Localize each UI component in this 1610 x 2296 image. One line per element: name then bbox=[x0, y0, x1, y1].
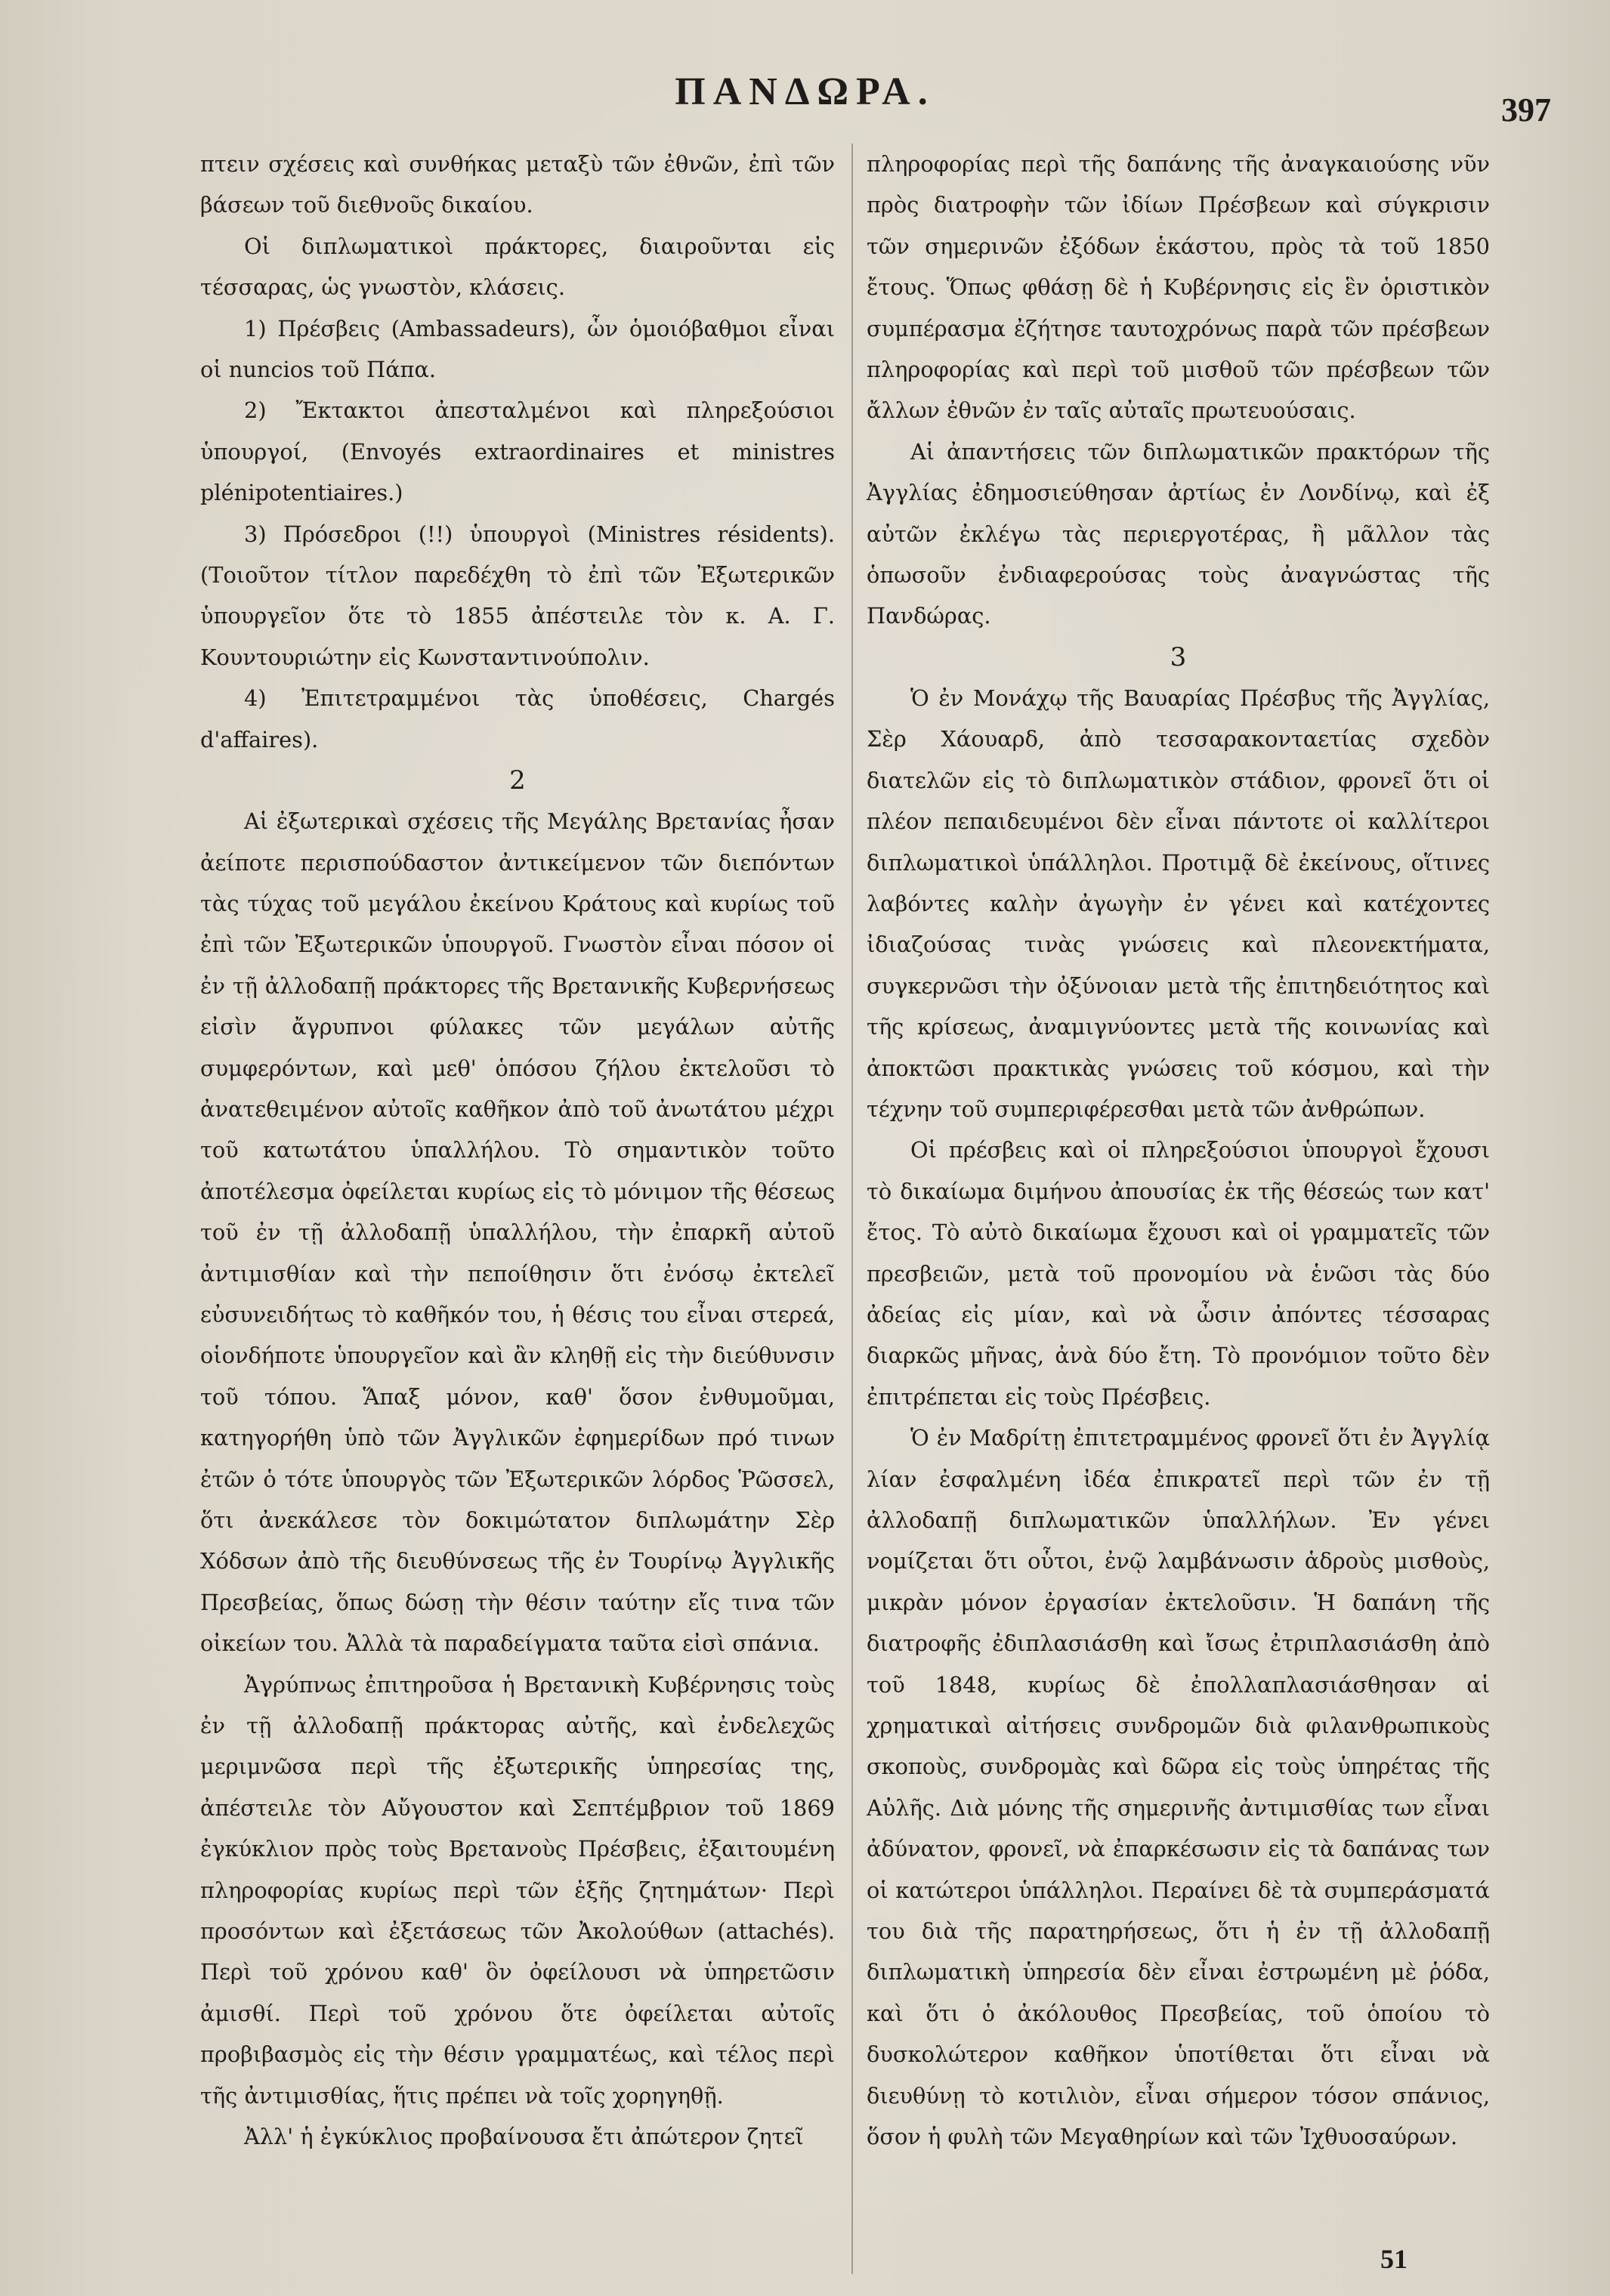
paragraph: Ἀγρύπνως ἐπιτηροῦσα ἡ Βρετανικὴ Κυβέρνησις τοὺς ἐν τῇ ἀλλοδαπῇ πράκτορας αὐτῆς, καὶ ἐνδελεχῶς μεριμνῶσα περὶ τῆς ἐξωτερικῆς ὑπηρεσίας της, ἀπέστειλε τὸν Αὔγουστον καὶ Σεπτέμβριον τοῦ 1869 ἐγκύκλιον πρὸς τοὺς Βρετανοὺς Πρέσβεις, ἐξαιτουμένη πληροφορίας κυρίως περὶ τῶν ἑξῆς ζητημάτων· Περὶ προσόντων καὶ ἐξετάσεως τῶν Ἀκολούθων (attachés). Περὶ τοῦ χρόνου καθ' ὃν ὀφείλουσι νὰ ὑπηρετῶσιν ἀμισθί. Περὶ τοῦ χρόνου ὅτε ὀφείλεται αὐτοῖς προβιβασμὸς εἰς τὴν θέσιν γραμματέως, καὶ τέλος περὶ τῆς ἀντιμισθίας, ἥτις πρέπει νὰ τοῖς χορηγηθῇ. bbox=[200, 1671, 835, 2109]
column-rule bbox=[851, 144, 853, 2274]
paragraph: πτειν σχέσεις καὶ συνθήκας μεταξὺ τῶν ἐθνῶν, ἐπὶ τῶν βάσεων τοῦ διεθνοῦς δικαίου. bbox=[200, 151, 835, 218]
signature-mark: 51 bbox=[1380, 2244, 1408, 2274]
paragraph: Αἱ ἀπαντήσεις τῶν διπλωματικῶν πρακτόρων τῆς Ἀγγλίας ἐδημοσιεύθησαν ἀρτίως ἐν Λονδίνῳ, καὶ ἐξ αὐτῶν ἐκλέγω τὰς περιεργοτέρας, ἢ μᾶλλον τὰς ὁπωσοῦν ἐνδιαφερούσας τοὺς ἀναγνώστας τῆς Πανδώρας. bbox=[867, 438, 1490, 629]
paragraph: 4) Ἐπιτετραμμένοι τὰς ὑποθέσεις, Chargés d'affaires). bbox=[200, 685, 835, 752]
paragraph: Ὁ ἐν Μαδρίτῃ ἐπιτετραμμένος φρονεῖ ὅτι ἐν Ἀγγλίᾳ λίαν ἐσφαλμένη ἰδέα ἐπικρατεῖ περὶ τῶν ἐν τῇ ἀλλοδαπῇ διπλωματικῶν ὑπαλλήλων. Ἐν γένει νομίζεται ὅτι οὗτοι, ἐνῷ λαμβάνωσιν ἁδροὺς μισθοὺς, μικρὰν μόνον ἐργασίαν ἐκτελοῦσιν. Ἡ δαπάνη τῆς διατροφῆς ἐδιπλασιάσθη καὶ ἴσως ἐτριπλασιάσθη ἀπὸ τοῦ 1848, κυρίως δὲ ἐπολλαπλασιάσθησαν αἱ χρηματικαὶ αἰτήσεις συνδρομῶν διὰ φιλανθρωπικοὺς σκοποὺς, συνδρομὰς καὶ δῶρα εἰς τοὺς ὑπηρέτας τῆς Αὐλῆς. Διὰ μόνης τῆς σημερινῆς ἀντιμισθίας των εἶναι ἀδύνατον, φρονεῖ, νὰ ἐπαρκέσωσιν εἰς τὰ δαπάνας των οἱ κατώτεροι ὑπάλληλοι. Περαίνει δὲ τὰ συμπεράσματά του διὰ τῆς παρατηρήσεως, ὅτι ἡ ἐν τῇ ἀλλοδαπῇ διπλωματικὴ ὑπηρεσία δὲν εἶναι ἐστρωμένη μὲ ῥόδα, καὶ ὅτι ὁ ἀκόλουθος Πρεσβείας, τοῦ ὁποίου τὸ δυσκολώτερον καθῆκον ὑποτίθεται ὅτι εἶναι νὰ διευθύνῃ τὸ κοτιλιὸν, εἶναι σήμερον τόσον σπάνιος, ὅσον ἡ φυλὴ τῶν Μεγαθηρίων καὶ τῶν Ἰχθυοσαύρων. bbox=[867, 1425, 1490, 2150]
paragraph: Οἱ πρέσβεις καὶ οἱ πληρεξούσιοι ὑπουργοὶ ἔχουσι τὸ δικαίωμα διμήνου ἀπουσίας ἐκ τῆς θέσεώς των κατ' ἔτος. Τὸ αὐτὸ δικαίωμα ἔχουσι καὶ οἱ γραμματεῖς τῶν πρεσβειῶν, μετὰ τοῦ προνομίου νὰ ἑνῶσι τὰς δύο ἀδείας εἰς μίαν, καὶ νὰ ὦσιν ἀπόντες τέσσαρας διαρκῶς μῆνας, ἀνὰ δύο ἔτη. Τὸ προνόμιον τοῦτο δὲν ἐπιτρέπεται εἰς τοὺς Πρέσβεις. bbox=[867, 1137, 1490, 1410]
paragraph: 2) Ἔκτακτοι ἀπεσταλμένοι καὶ πληρεξούσιοι ὑπουργοί, (Envoyés extraordinaires et ministres plénipotentiaires.) bbox=[200, 397, 835, 506]
paragraph: Ἀλλ' ἡ ἐγκύκλιος προβαίνουσα ἔτι ἀπώτερον ζητεῖ bbox=[244, 2124, 804, 2150]
paragraph: Οἱ διπλωματικοὶ πράκτορες, διαιροῦνται εἰς τέσσαρας, ὡς γνωστὸν, κλάσεις. bbox=[200, 233, 835, 301]
left-column bbox=[200, 144, 835, 2158]
page-number: 397 bbox=[1501, 91, 1551, 128]
section-number: 2 bbox=[509, 765, 526, 796]
paragraph: 1) Πρέσβεις (Ambassadeurs), ὧν ὁμοιόβαθμοι εἶναι οἱ nuncios τοῦ Πάπα. bbox=[200, 315, 835, 383]
paragraph: πληροφορίας περὶ τῆς δαπάνης τῆς ἀναγκαιούσης νῦν πρὸς διατροφὴν τῶν ἰδίων Πρέσβεων καὶ σύγκρισιν τῶν σημερινῶν ἐξόδων ἑκάστου, πρὸς τὰ τοῦ 1850 ἔτους. Ὅπως φθάσῃ δὲ ἡ Κυβέρνησις εἰς ἓν ὁριστικὸν συμπέρασμα ἐζήτησε ταυτοχρόνως παρὰ τῶν πρέσβεων πληροφορίας καὶ περὶ τοῦ μισθοῦ τῶν πρέσβεων τῶν ἄλλων ἐθνῶν ἐν ταῖς αὐταῖς πρωτευούσαις. bbox=[867, 151, 1490, 424]
section-number: 3 bbox=[1170, 641, 1187, 672]
paragraph: Αἱ ἐξωτερικαὶ σχέσεις τῆς Μεγάλης Βρετανίας ἦσαν ἀείποτε περισπούδαστον ἀντικείμενον τῶν διεπόντων τὰς τύχας τοῦ μεγάλου ἐκείνου Κράτους καὶ κυρίως τοῦ ἐπὶ τῶν Ἐξωτερικῶν ὑπουργοῦ. Γνωστὸν εἶναι πόσον οἱ ἐν τῇ ἀλλοδαπῇ πράκτορες τῆς Βρετανικῆς Κυβερνήσεως εἰσὶν ἄγρυπνοι φύλακες τῶν μεγάλων αὐτῆς συμφερόντων, καὶ μεθ' ὁπόσου ζήλου ἐκτελοῦσι τὸ ἀνατεθειμένον αὐτοῖς καθῆκον ἀπὸ τοῦ ἀνωτάτου μέχρι τοῦ κατωτάτου ὑπαλλήλου. Τὸ σημαντικὸν τοῦτο ἀποτέλεσμα ὀφείλεται κυρίως εἰς τὸ μόνιμον τῆς θέσεως τοῦ ἐν τῇ ἀλλοδαπῇ ὑπαλλήλου, τὴν ἐπαρκῆ αὐτοῦ ἀντιμισθίαν καὶ τὴν πεποίθησιν ὅτι ἐνόσῳ ἐκτελεῖ εὐσυνειδήτως τὸ καθῆκόν του, ἡ θέσις του εἶναι στερεά, οἱονδήποτε ὑπουργεῖον καὶ ἂν κληθῇ εἰς τὴν διεύθυνσιν τοῦ τόπου. Ἅπαξ μόνον, καθ' ὅσον ἐνθυμοῦμαι, κατηγορήθη ὑπὸ τῶν Ἀγγλικῶν ἐφημερίδων πρό τινων ἐτῶν ὁ τότε ὑπουργὸς τῶν Ἐξωτερικῶν λόρδος Ῥῶσσελ, ὅτι ἀνεκάλεσε τὸν δοκιμώτατον διπλωμάτην Σὲρ Χόδσων ἀπὸ τῆς διευθύνσεως τῆς ἐν Τουρίνῳ Ἀγγλικῆς Πρεσβείας, ὅπως δώσῃ τὴν θέσιν ταύτην εἴς τινα τῶν οἰκείων του. Ἀλλὰ τὰ παραδείγματα ταῦτα εἰσὶ σπάνια. bbox=[200, 808, 835, 1657]
paragraph: Ὁ ἐν Μονάχῳ τῆς Βαυαρίας Πρέσβυς τῆς Ἀγγλίας, Σὲρ Χάουαρδ, ἀπὸ τεσσαρακονταετίας σχεδὸν διατελῶν εἰς τὸ διπλωματικὸν στάδιον, φρονεῖ ὅτι οἱ πλέον πεπαιδευμένοι δὲν εἶναι πάντοτε οἱ καλλίτεροι διπλωματικοὶ ὑπάλληλοι. Προτιμᾷ δὲ ἐκείνους, οἵτινες λαβόντες καλὴν ἀγωγὴν ἐν γένει καὶ κατέχοντες ἰδιαζούσας τινὰς γνώσεις καὶ πλεονεκτήματα, συγκερνῶσι τὴν ὀξύνοιαν μετὰ τῆς ἐπιτηδειότητος καὶ τῆς κρίσεως, ἀναμιγνύοντες μετὰ τῆς κοινωνίας καὶ ἀποκτῶσι πρακτικὰς γνώσεις τοῦ κόσμου, καὶ τὴν τέχνην τοῦ συμπεριφέρεσθαι μετὰ τῶν ἀνθρώπων. bbox=[867, 684, 1490, 1122]
paragraph: 3) Πρόσεδροι (!!) ὑπουργοὶ (Ministres résidents). (Τοιοῦτον τίτλον παρεδέχθη τὸ ἐπὶ τῶν Ἐξωτερικῶν ὑπουργεῖον ὅτε τὸ 1855 ἀπέστειλε τὸν κ. Α. Γ. Κουντουριώτην εἰς Κωνσταντινούπολιν. bbox=[200, 521, 835, 670]
running-title: ΠΑΝΔΩΡΑ. bbox=[675, 70, 935, 113]
right-column bbox=[867, 144, 1490, 2158]
